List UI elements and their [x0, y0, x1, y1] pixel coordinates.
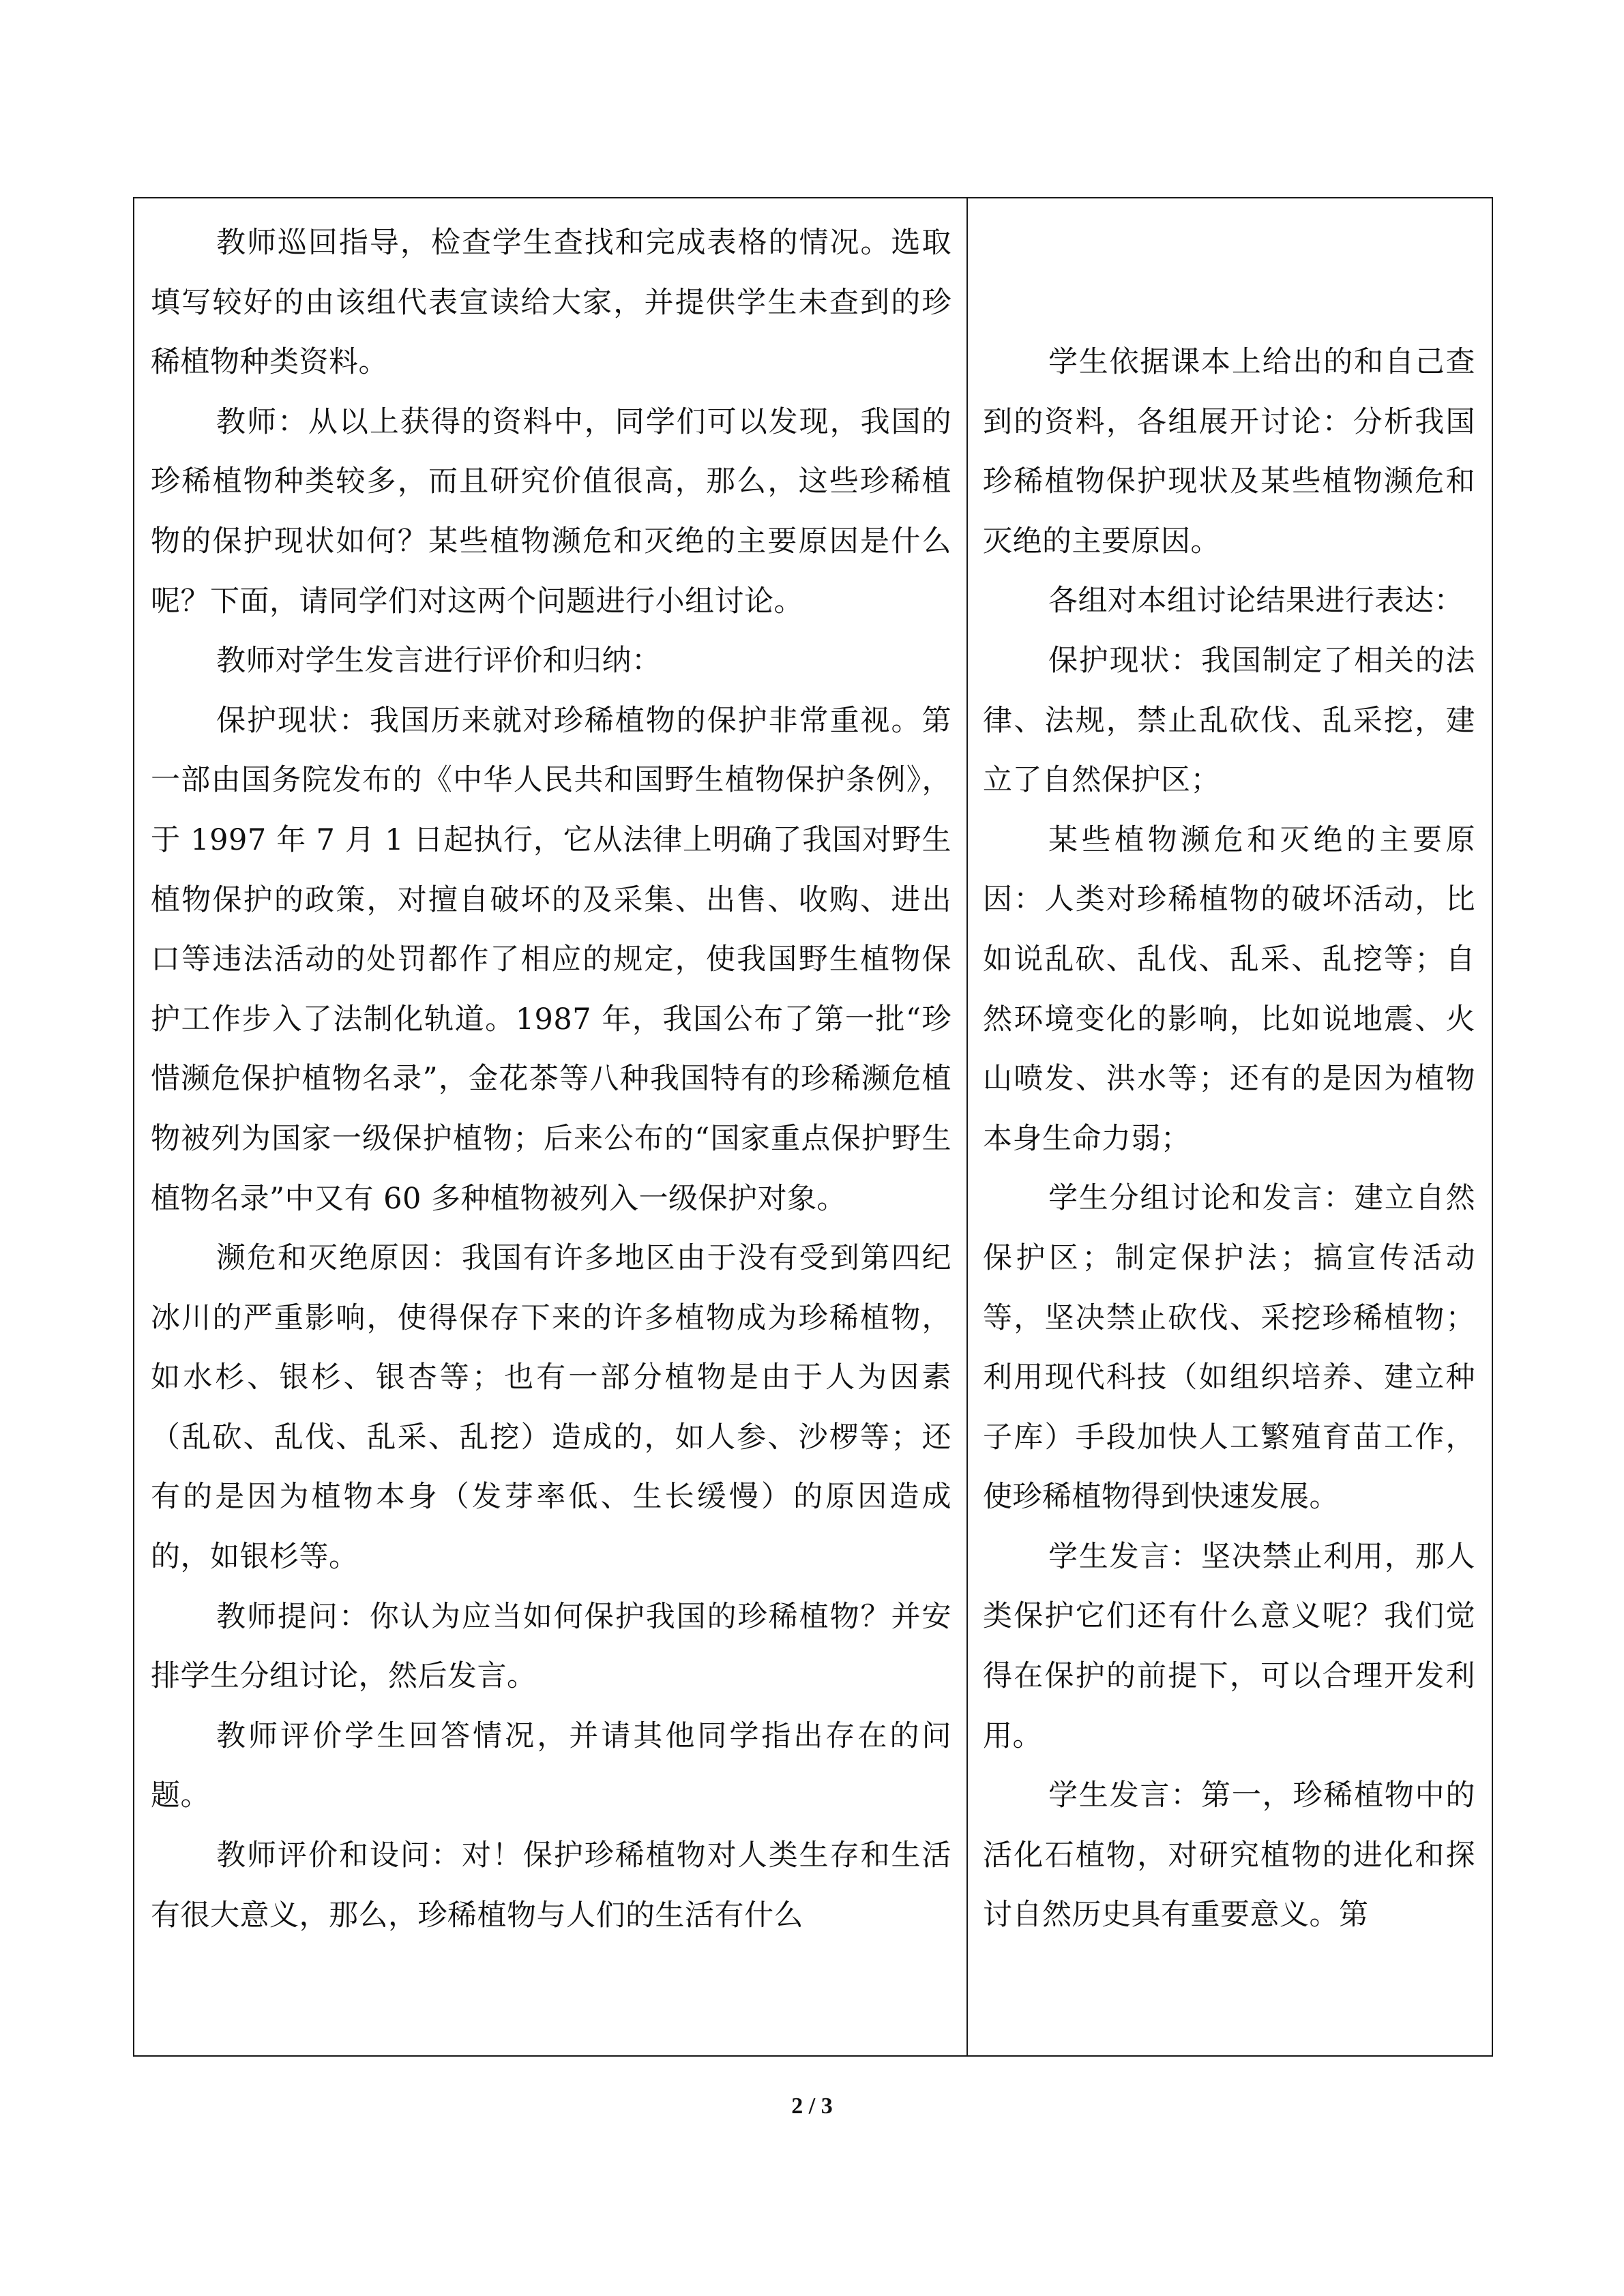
right-column-top-space [983, 213, 1475, 333]
student-activity-column [968, 198, 1492, 2055]
right-paragraph-4: 某些植物濒危和灭绝的主要原因：人类对珍稀植物的破坏活动，比如说乱砍、乱伐、乱采、乱挖等；自然环境变化的影响，比如说地震、火山喷发、洪水等；还有的是因为植物本身生命力弱； [983, 822, 1475, 1156]
left-paragraph-4: 保护现状：我国历来就对珍稀植物的保护非常重视。第一部由国务院发布的《中华人民共和国野生植物保护条例》，于 1997 年 7 月 1 日起执行，它从法律上明确了我国对野生植物保护的政策，对擅自破坏的及采集、出售、收购、进出口等违法活动的处罚都作了相应的规定，使我国野生植物保护工作步入了法制化轨道。1987 年，我国公布了第一批“珍惜濒危保护植物名录”，金花茶等八种我国特有的珍稀濒危植物被列为国家一级保护植物；后来公布的“国家重点保护野生植物名录”中又有 60 多种植物被列入一级保护对象。 [151, 703, 951, 1216]
teacher-activity-column [134, 198, 968, 2055]
right-paragraph-6: 学生发言：坚决禁止利用，那人类保护它们还有什么意义呢？我们觉得在保护的前提下，可以合理开发利用。 [983, 1539, 1475, 1753]
left-paragraph-3: 教师对学生发言进行评价和归纳： [216, 644, 662, 679]
left-paragraph-7: 教师评价学生回答情况，并请其他同学指出存在的问题。 [151, 1718, 951, 1813]
left-paragraph-1: 教师巡回指导，检查学生查找和完成表格的情况。选取填写较好的由该组代表宣读给大家，并提供学生未查到的珍稀植物种类资料。 [151, 226, 951, 380]
left-paragraph-5: 濒危和灭绝原因：我国有许多地区由于没有受到第四纪冰川的严重影响，使得保存下来的许多植物成为珍稀植物，如水杉、银杉、银杏等；也有一部分植物是由于人为因素（乱砍、乱伐、乱采、乱挖）造成的，如人参、沙椤等；还有的是因为植物本身（发芽率低、生长缓慢）的原因造成的，如银杉等。 [151, 1241, 951, 1575]
right-paragraph-7: 学生发言：第一，珍稀植物中的活化石植物，对研究植物的进化和探讨自然历史具有重要意义。第 [983, 1778, 1475, 1933]
page-number: 2 / 3 [791, 2093, 833, 2119]
right-paragraph-2: 各组对本组讨论结果进行表达： [1048, 584, 1464, 618]
left-paragraph-8: 教师评价和设问：对！保护珍稀植物对人类生存和生活有很大意义，那么，珍稀植物与人们的生活有什么 [151, 1838, 951, 1933]
lesson-table [133, 197, 1493, 2057]
right-paragraph-3: 保护现状：我国制定了相关的法律、法规，禁止乱砍伐、乱采挖，建立了自然保护区； [983, 643, 1475, 798]
right-paragraph-1: 学生依据课本上给出的和自己查到的资料，各组展开讨论：分析我国珍稀植物保护现状及某些植物濒危和灭绝的主要原因。 [983, 345, 1475, 558]
left-paragraph-6: 教师提问：你认为应当如何保护我国的珍稀植物？并安排学生分组讨论，然后发言。 [151, 1599, 951, 1694]
left-paragraph-2: 教师：从以上获得的资料中，同学们可以发现，我国的珍稀植物种类较多，而且研究价值很高，那么，这些珍稀植物的保护现状如何？某些植物濒危和灭绝的主要原因是什么呢？下面，请同学们对这两个问题进行小组讨论。 [151, 404, 951, 618]
right-paragraph-5: 学生分组讨论和发言：建立自然保护区；制定保护法；搞宣传活动等，坚决禁止砍伐、采挖珍稀植物；利用现代科技（如组织培养、建立种子库）手段加快人工繁殖育苗工作，使珍稀植物得到快速发展。 [983, 1181, 1475, 1515]
